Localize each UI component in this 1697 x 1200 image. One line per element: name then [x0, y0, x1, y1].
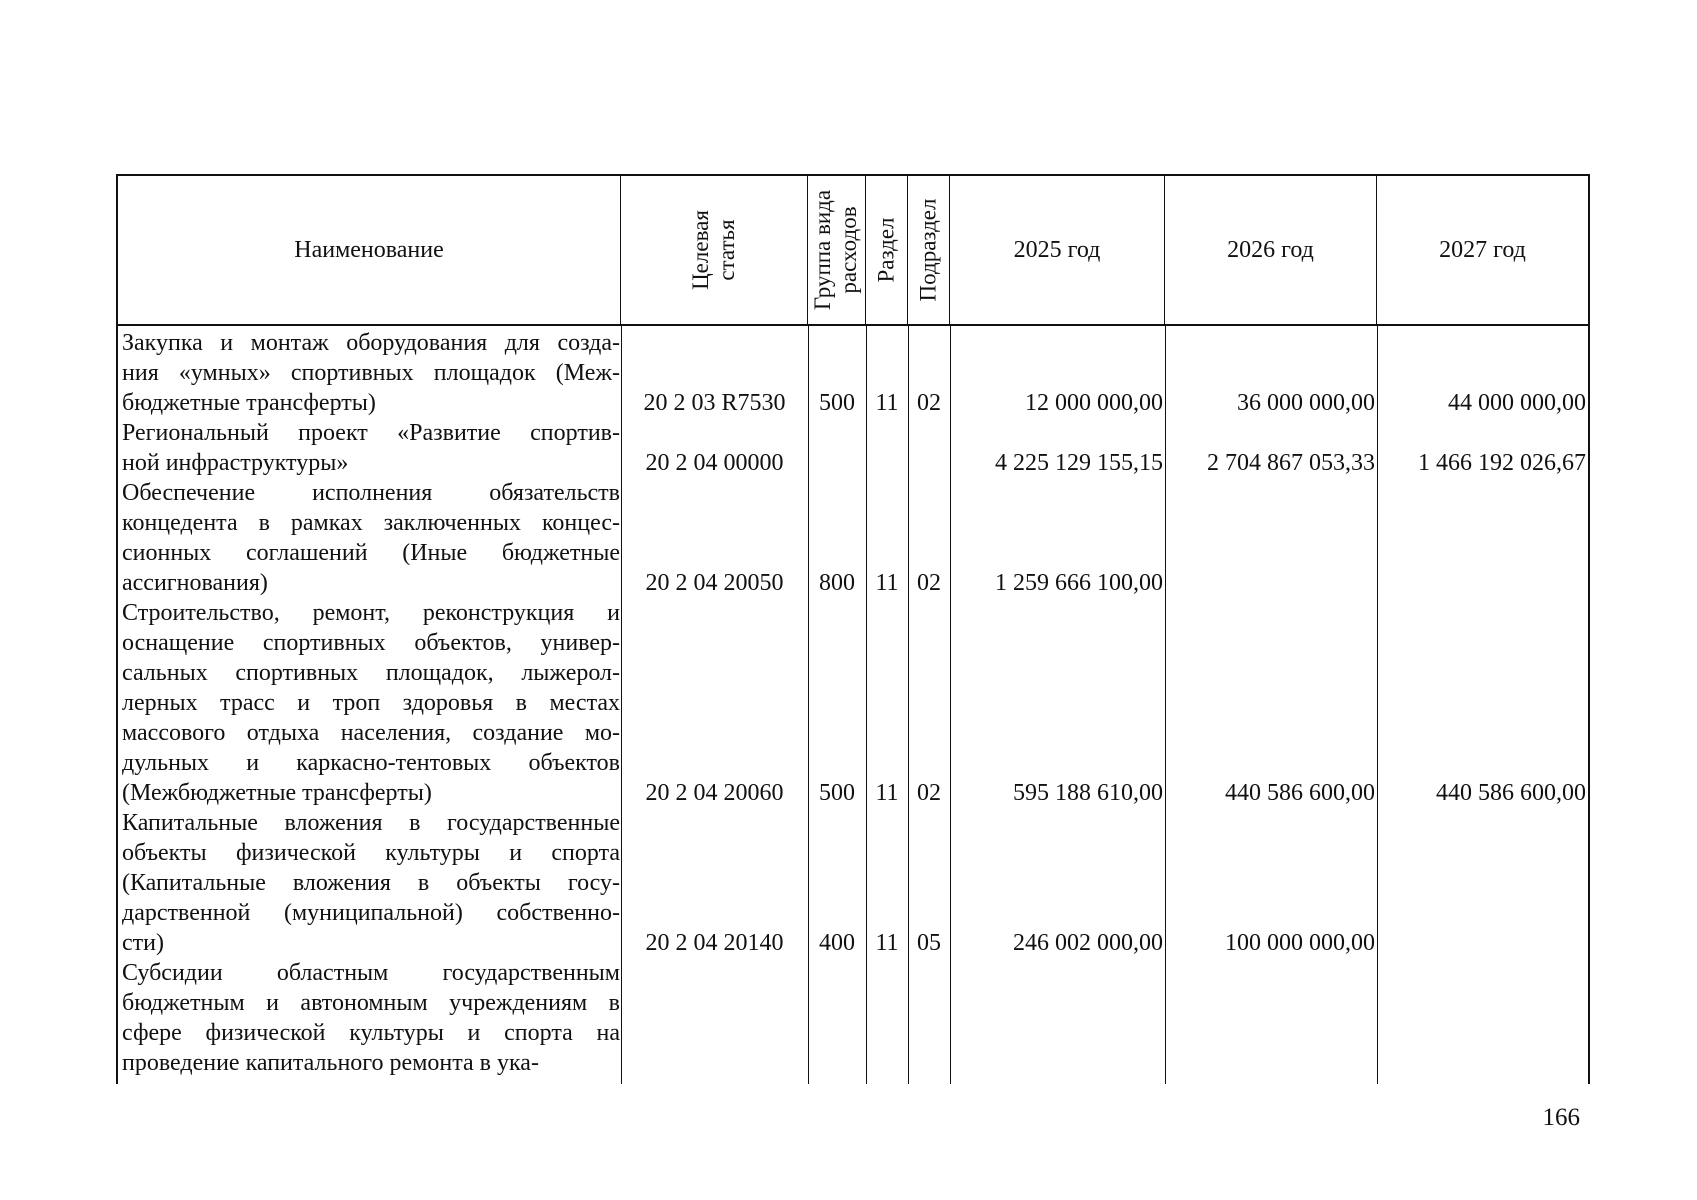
header-2025 — [950, 176, 1165, 324]
row-name-line: лерных трасс и троп здоровья в местах — [122, 690, 620, 716]
cell-target: 20 2 04 20060 — [645, 780, 784, 806]
row-name-line: концедента в рамках заключенных концес- — [122, 510, 620, 536]
header-2027-label: 2027 год — [1439, 236, 1526, 263]
row-name-line: сти) — [122, 930, 164, 956]
table-row — [118, 418, 1592, 478]
cell-section: 11 — [875, 930, 899, 956]
header-group-line1: Группа вида — [810, 189, 836, 311]
table-header — [116, 174, 1590, 326]
cell-group: 500 — [819, 390, 855, 416]
row-name-line: бюджетные трансферты) — [122, 390, 376, 416]
cell-y2025: 1 259 666 100,00 — [995, 570, 1163, 596]
row-name — [122, 328, 620, 418]
cell-target: 20 2 03 R7530 — [643, 390, 786, 416]
row-name-line: сионных соглашений (Иные бюджетные — [122, 540, 620, 566]
row-name-line: массового отдыха населения, создание мо- — [122, 720, 620, 746]
cell-group: 500 — [819, 780, 855, 806]
cell-y2027: 44 000 000,00 — [1448, 390, 1586, 416]
cell-section: 11 — [875, 570, 899, 596]
row-name-line: оснащение спортивных объектов, универ- — [122, 630, 620, 656]
row-name-line: дульных и каркасно-тентовых объектов — [122, 750, 620, 776]
row-name-line: Строительство, ремонт, реконструкция и — [122, 600, 620, 626]
row-name-line: ния «умных» спортивных площадок (Меж- — [122, 360, 620, 386]
cell-y2026: 440 586 600,00 — [1225, 780, 1375, 806]
page-number: 166 — [1542, 1104, 1580, 1131]
cell-subsection: 02 — [917, 390, 941, 416]
cell-subsection: 02 — [917, 780, 941, 806]
row-name-line: проведение капитального ремонта в ука- — [122, 1050, 539, 1076]
header-group — [808, 176, 866, 324]
table-row — [118, 958, 1592, 1078]
cell-target: 20 2 04 00000 — [645, 450, 784, 476]
row-name-line: (Капитальные вложения в объекты госу- — [122, 870, 620, 896]
row-name — [122, 598, 620, 808]
cell-y2026: 36 000 000,00 — [1237, 390, 1375, 416]
cell-y2025: 12 000 000,00 — [1025, 390, 1163, 416]
cell-y2027: 1 466 192 026,67 — [1418, 450, 1586, 476]
cell-y2025: 595 188 610,00 — [1013, 780, 1163, 806]
header-target — [621, 176, 808, 324]
cell-y2026: 2 704 867 053,33 — [1207, 450, 1375, 476]
row-name-line: ной инфраструктуры» — [122, 450, 349, 476]
row-name — [122, 418, 620, 478]
row-name-line: ассигнования) — [122, 570, 268, 596]
header-group-label — [811, 190, 863, 310]
row-name — [122, 958, 620, 1078]
table-row — [118, 808, 1592, 958]
row-name-line: бюджетным и автономным учреждениям в — [122, 990, 620, 1016]
cell-target: 20 2 04 20050 — [645, 570, 784, 596]
cell-subsection: 02 — [917, 570, 941, 596]
row-name-line: Капитальные вложения в государственные — [122, 810, 620, 836]
header-target-line2: статья — [713, 219, 739, 281]
cell-target: 20 2 04 20140 — [645, 930, 784, 956]
header-2025-label: 2025 год — [1013, 236, 1101, 263]
row-name-line: объекты физической культуры и спорта — [122, 840, 620, 866]
header-target-line1: Целевая — [687, 210, 713, 290]
header-2027 — [1377, 176, 1588, 324]
table-row — [118, 598, 1592, 808]
row-name-line: дарственной (муниципальной) собственно- — [122, 900, 620, 926]
header-name — [118, 176, 621, 324]
cell-group: 800 — [819, 570, 855, 596]
header-subsection-label: Подраздел — [915, 198, 941, 302]
row-name — [122, 478, 620, 598]
row-name — [122, 808, 620, 958]
row-name-line: Региональный проект «Развитие спортив- — [122, 420, 620, 446]
header-section — [866, 176, 908, 324]
cell-section: 11 — [875, 390, 899, 416]
cell-y2025: 246 002 000,00 — [1013, 930, 1163, 956]
row-name-line: сфере физической культуры и спорта на — [122, 1020, 620, 1046]
cell-y2027: 440 586 600,00 — [1436, 780, 1586, 806]
cell-y2025: 4 225 129 155,15 — [995, 450, 1163, 476]
row-name-line: Обеспечение исполнения обязательств — [122, 480, 620, 506]
row-name-line: сальных спортивных площадок, лыжерол- — [122, 660, 620, 686]
row-name-line: Субсидии областным государственным — [122, 960, 620, 986]
header-section-label: Раздел — [873, 217, 899, 283]
header-name-label: Наименование — [294, 236, 444, 263]
row-name-line: Закупка и монтаж оборудования для созда- — [122, 330, 620, 356]
cell-group: 400 — [819, 930, 855, 956]
header-subsection — [908, 176, 950, 324]
header-target-label — [688, 210, 740, 290]
header-2026-label: 2026 год — [1227, 236, 1314, 263]
header-2026 — [1165, 176, 1377, 324]
table-row — [118, 328, 1592, 418]
table-row — [118, 478, 1592, 598]
row-name-line: (Межбюджетные трансферты) — [122, 780, 432, 806]
cell-section: 11 — [875, 780, 899, 806]
cell-subsection: 05 — [917, 930, 941, 956]
table-body — [116, 326, 1590, 1084]
header-group-line2: расходов — [836, 206, 862, 294]
cell-y2026: 100 000 000,00 — [1225, 930, 1375, 956]
